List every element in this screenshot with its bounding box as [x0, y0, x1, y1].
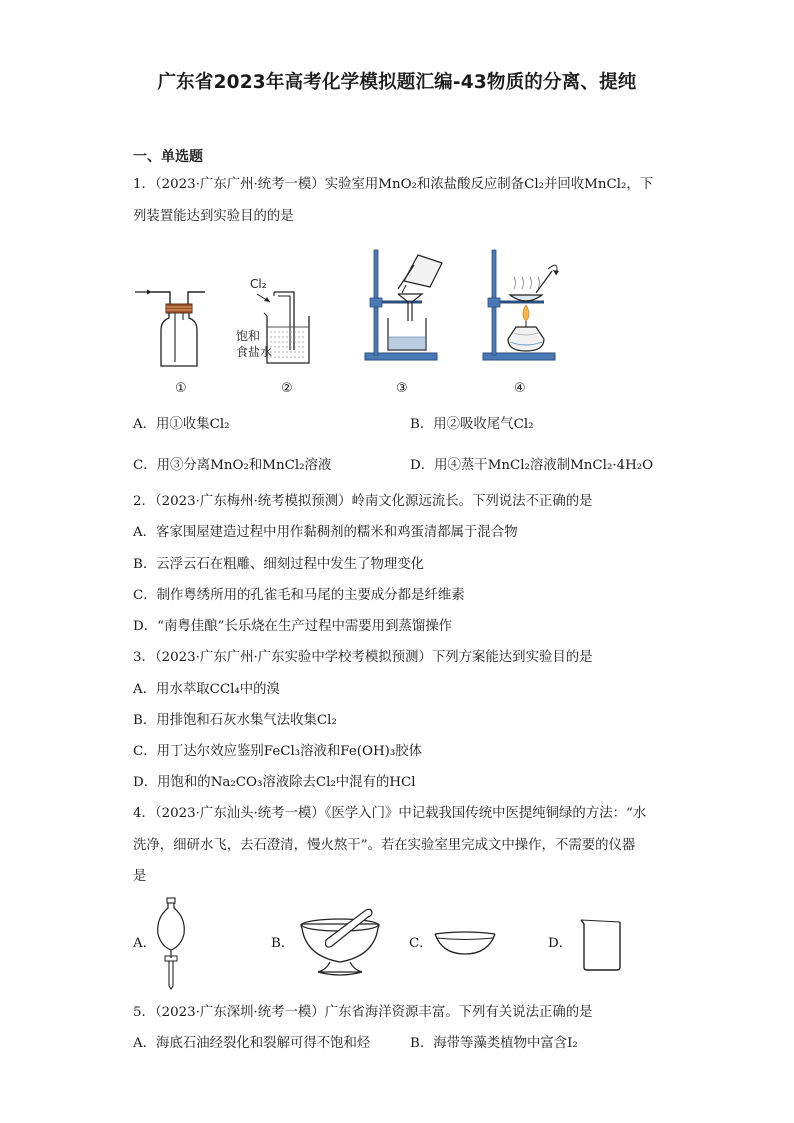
q1-option-c: C．用③分离MnO₂和MnCl₂溶液	[133, 458, 332, 473]
q2-option-c: C．制作粤绣所用的孔雀毛和马尾的主要成分都是纤维素	[133, 588, 465, 603]
q2-option-a: A．客家围屋建造过程中用作黏稠剂的糯米和鸡蛋清都属于混合物	[133, 525, 518, 540]
q3-stem: 3．（2023·广东广州·广东实验中学校考模拟预测）下列方案能达到实验目的是	[133, 650, 593, 665]
q1-option-b: B．用②吸收尾气Cl₂	[410, 417, 534, 432]
separatory-funnel-icon	[152, 896, 192, 992]
q1-stem-line1: 1．（2023·广东广州·统考一模）实验室用MnO₂和浓盐酸反应制备Cl₂并回收MnCl₂，下	[133, 177, 654, 192]
mortar-pestle-icon	[296, 906, 386, 982]
q4-stem-line1: 4．（2023·广东汕头·统考一模）《医学入门》中记载我国传统中医提纯铜绿的方法：“水	[133, 806, 647, 821]
fig2-label: ②	[281, 381, 293, 396]
q4-option-c: C．	[409, 936, 433, 951]
fig2-text1: 饱和	[236, 329, 261, 343]
section-heading: 一、单选题	[133, 149, 203, 165]
fig2-gas-label: Cl₂	[250, 277, 267, 291]
q2-stem: 2．（2023·广东梅州·统考模拟预测）岭南文化源远流长。下列说法不正确的是	[133, 494, 593, 509]
q3-option-b: B．用排饱和石灰水集气法收集Cl₂	[133, 713, 337, 728]
q5-option-a: A．海底石油经裂化和裂解可得不饱和烃	[133, 1036, 371, 1051]
q4-option-b: B．	[271, 936, 295, 951]
beaker-icon	[577, 918, 625, 972]
gas-bottle-figure	[130, 280, 220, 370]
q4-stem-line2: 洗净，细研水飞，去石澄清，慢火熬干”。若在实验室里完成文中操作，不需要的仪器	[133, 838, 636, 853]
fig4-label: ④	[514, 381, 526, 396]
q2-option-d: D．“南粤佳酿”长乐烧在生产过程中需要用到蒸馏操作	[133, 619, 453, 634]
q2-option-b: B．云浮云石在粗雕、细刻过程中发生了物理变化	[133, 557, 425, 572]
fig2-text2: 食盐水	[236, 345, 273, 359]
q1-option-a: A．用①收集Cl₂	[133, 417, 230, 432]
q3-option-c: C．用丁达尔效应鉴别FeCl₃溶液和Fe(OH)₃胶体	[133, 744, 423, 759]
evaporating-dish-icon	[432, 928, 498, 958]
q4-stem-line3: 是	[133, 869, 147, 884]
beaker-absorb-figure	[230, 272, 330, 372]
fig1-label: ①	[175, 381, 187, 396]
fig3-label: ③	[396, 381, 408, 396]
page-title: 广东省2023年高考化学模拟题汇编-43物质的分离、提纯	[157, 72, 637, 93]
q4-option-a: A．	[133, 936, 157, 951]
q5-stem: 5．（2023·广东深圳·统考一模）广东省海洋资源丰富。下列有关说法正确的是	[133, 1005, 593, 1020]
q4-option-d: D．	[548, 936, 573, 951]
q1-stem-line2: 列装置能达到实验目的的是	[133, 209, 294, 224]
q5-option-b: B．海带等藻类植物中富含I₂	[410, 1036, 578, 1051]
q3-option-d: D．用饱和的Na₂CO₃溶液除去Cl₂中混有的HCl	[133, 775, 416, 790]
q1-option-d: D．用④蒸干MnCl₂溶液制MnCl₂·4H₂O	[410, 458, 654, 473]
q3-option-a: A．用水萃取CCl₄中的溴	[133, 682, 280, 697]
filtration-figure	[360, 245, 450, 370]
evaporation-figure	[478, 245, 573, 370]
